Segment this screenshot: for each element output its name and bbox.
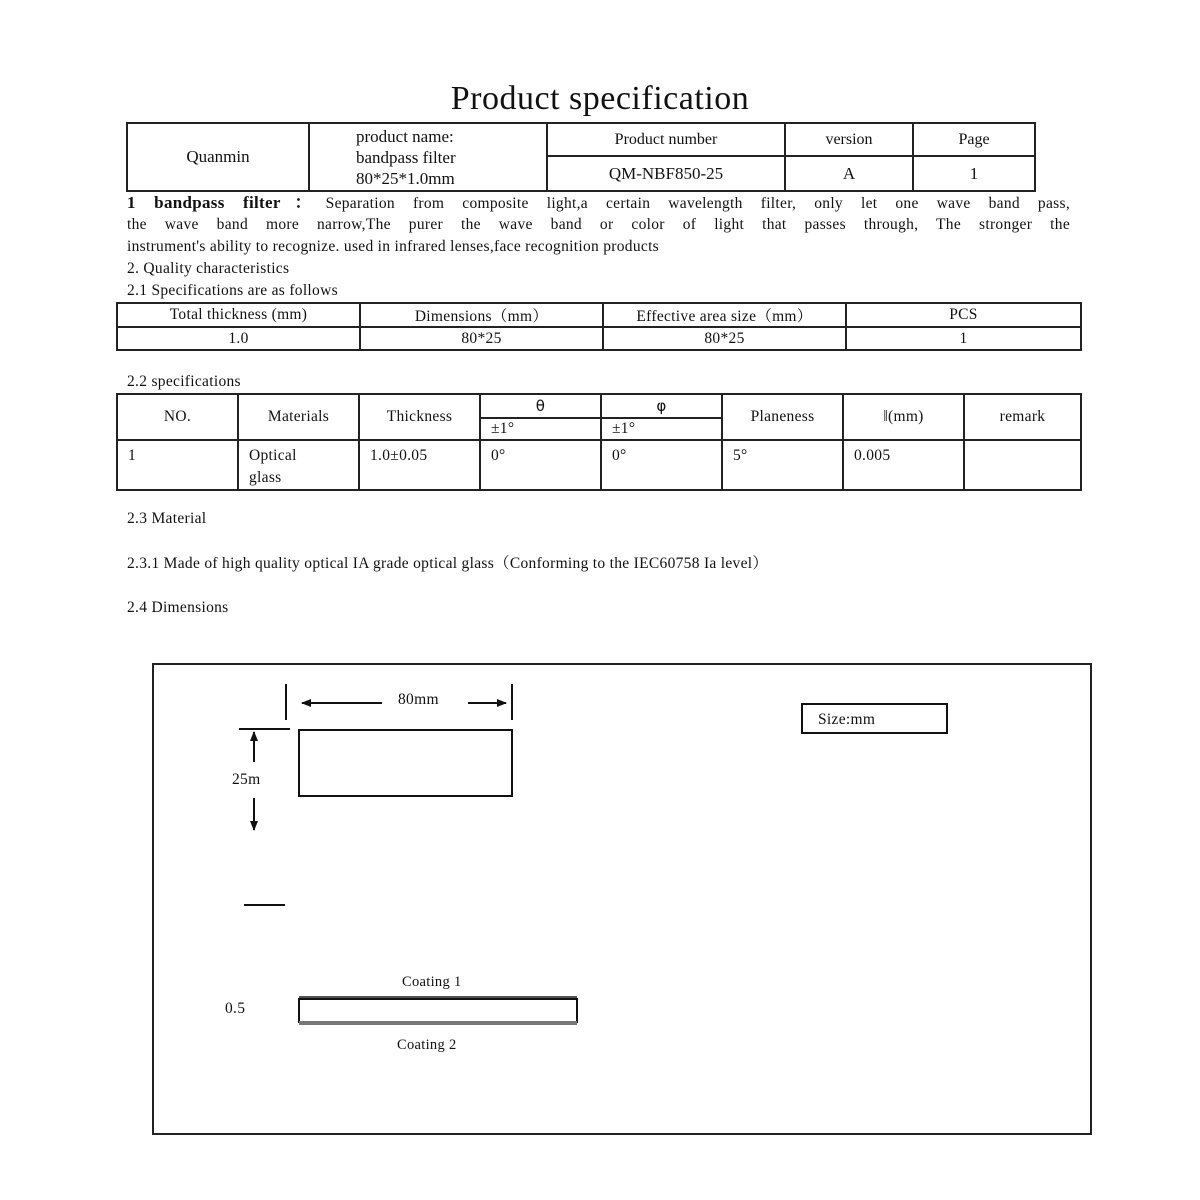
section2-1-heading: 2.1 Specifications are as follows xyxy=(127,282,338,299)
section2-heading: 2. Quality characteristics xyxy=(127,260,290,277)
col-pcs: PCS xyxy=(846,303,1081,327)
col-theta: θ xyxy=(480,394,601,418)
width-label: 80mm xyxy=(398,691,439,708)
page-label: Page xyxy=(913,123,1035,156)
col-thickness: Thickness xyxy=(359,394,480,440)
theta-tolerance: ±1° xyxy=(480,418,601,440)
row-planeness: 5° xyxy=(722,440,843,490)
filter-top-view xyxy=(299,730,512,796)
row-phi: 0° xyxy=(601,440,722,490)
row-material-line2: glass xyxy=(249,469,282,486)
section2-4-heading: 2.4 Dimensions xyxy=(127,599,229,616)
version-label: version xyxy=(785,123,913,156)
col-dimensions: Dimensions（mm） xyxy=(360,303,603,327)
row-theta: 0° xyxy=(480,440,601,490)
product-number-label: Product number xyxy=(547,123,785,156)
col-remark: remark xyxy=(964,394,1081,440)
product-name-line1: bandpass filter xyxy=(356,147,456,167)
col-materials: Materials xyxy=(238,394,359,440)
col-parallel: ‖(mm) xyxy=(843,394,964,440)
col-planeness: Planeness xyxy=(722,394,843,440)
row-no: 1 xyxy=(117,440,238,490)
val-total-thickness: 1.0 xyxy=(117,327,360,350)
page-value: 1 xyxy=(913,156,1035,191)
section2-3-1-text: 2.3.1 Made of high quality optical IA grade optical glass（Conforming to the IEC60758 Ia level） xyxy=(127,555,769,572)
section1-text1: Separation from composite light,a certain wavelength filter, only let one wave band pass, xyxy=(325,195,1070,212)
document-title: Product specification xyxy=(450,80,750,117)
col-effective-area: Effective area size（mm） xyxy=(603,303,846,327)
section1-line3: instrument's ability to recognize. used in infrared lenses,face recognition products xyxy=(127,238,660,255)
size-label: Size:mm xyxy=(818,711,876,728)
col-total-thickness: Total thickness (mm) xyxy=(117,303,360,327)
val-pcs: 1 xyxy=(846,327,1081,350)
row-material-line1: Optical xyxy=(249,447,297,464)
version-value: A xyxy=(785,156,913,191)
section2-2-heading: 2.2 specifications xyxy=(127,373,241,390)
coating-1-label: Coating 1 xyxy=(402,974,462,990)
company-name: Quanmin xyxy=(186,147,250,166)
col-no: NO. xyxy=(117,394,238,440)
section2-3-heading: 2.3 Material xyxy=(127,510,207,527)
thickness-label: 0.5 xyxy=(225,1000,246,1017)
coating-2-label: Coating 2 xyxy=(397,1037,457,1053)
product-number-value: QM-NBF850-25 xyxy=(547,156,785,191)
filter-side-view xyxy=(299,999,577,1022)
val-effective-area: 80*25 xyxy=(603,327,846,350)
phi-tolerance: ±1° xyxy=(601,418,722,440)
coating-2-layer xyxy=(299,1021,577,1025)
row-parallel: 0.005 xyxy=(843,440,964,490)
product-name-line2: 80*25*1.0mm xyxy=(356,168,455,188)
row-thickness: 1.0±0.05 xyxy=(359,440,480,490)
product-name-label: product name: xyxy=(356,126,454,146)
val-dimensions: 80*25 xyxy=(360,327,603,350)
col-phi: φ xyxy=(601,394,722,418)
height-label: 25m xyxy=(232,771,261,788)
section1-heading: 1 bandpass filter： xyxy=(127,193,326,212)
section1-line2: the wave band more narrow,The purer the wave band or color of light that passes through, The stronger the xyxy=(127,216,1070,233)
